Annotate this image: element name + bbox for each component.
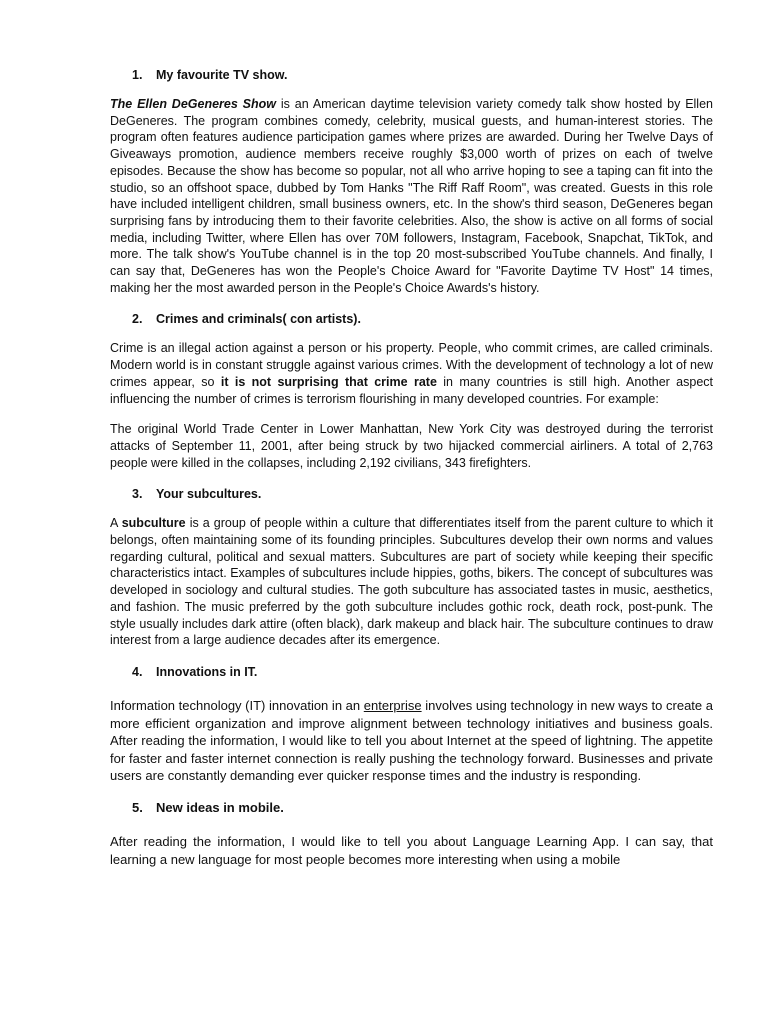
section-heading-2 (110, 310, 713, 328)
paragraph-it-innovation (110, 697, 713, 785)
section-heading-3 (110, 485, 713, 503)
section-heading-4 (110, 663, 713, 681)
paragraph-wtc (110, 421, 713, 471)
paragraph-text: involves using technology in new ways to create a more efficient organization and improve alignment between technology initiatives and business goals. After reading the information, I would like to tell you about Internet at the speed of lightning. The appetite for faster and faster internet connection is really pushing the technology forward. Businesses and private users are constantly demanding ever quicker response times and the industry is responding. (110, 697, 714, 784)
section-number: 4. (132, 664, 143, 679)
paragraph-text: After reading the information, I would like to tell you about Language Learning App. I can say, that learning a new language for most people becomes more interesting when using a mobile (110, 833, 713, 867)
section-number: 1. (132, 68, 143, 82)
section-title: Crimes and criminals( con artists). (156, 312, 361, 327)
paragraph-text: is an American daytime television variety comedy talk show hosted by Ellen DeGeneres. The program combines comedy, celebrity, musical guests, and human-interest stories. The program often features audience participation games where prizes are awarded. During her Twelve Days of Giveaways promotion, audience members receive roughly $3,000 worth of prizes on each of twelve episodes. Because the show has become so popular, not all who arrive hoping to see a taping can fit into the studio, so an offshoot space, dubbed by Tom Hanks "The Riff Raff Room", was created. Guests in this role have included intelligent children, small business owners, etc. In the show's third season, DeGeneres began surprising fans by introducing them to their favorite celebrities. Also, the show is active on all forms of social media, including Twitter, where Ellen has over 70M followers, Instagram, Facebook, Snapchat, TikTok, and more. The talk show's YouTube channel is in the top 20 most-subscribed YouTube channels. And finally, I can say that, DeGeneres has won the People's Choice Award for "Favorite Daytime TV Host" 14 times, making her the most awarded person in the People's Choice Awards's history. (110, 97, 713, 295)
underlined-word: enterprise (363, 697, 422, 713)
paragraph-subculture (110, 515, 713, 649)
paragraph-text: A (110, 516, 122, 531)
paragraph-tv-show (110, 96, 713, 296)
paragraph-text: in many countries is still high. Another aspect influencing the number of crimes is terrorism flourishing in many developed countries. For example: (110, 374, 714, 406)
bold-term: subculture (121, 516, 186, 531)
bold-phrase: it is not surprising that crime rate (220, 374, 437, 389)
section-number: 5. (132, 799, 143, 815)
document-body (110, 66, 713, 868)
section-heading-1 (110, 66, 713, 84)
section-title: New ideas in mobile. (156, 799, 284, 815)
show-title: The Ellen DeGeneres Show (110, 97, 277, 111)
section-title: Innovations in IT. (156, 664, 258, 679)
paragraph-text: Crime is an illegal action against a person or his property. People, who commit crimes, are called criminals. Modern world is in constant struggle against various crimes. With the development of technology a lot of new crimes appear, so (110, 341, 713, 389)
paragraph-crime (110, 340, 713, 407)
section-heading-5 (110, 799, 713, 817)
section-number: 3. (132, 487, 143, 502)
section-number: 2. (132, 312, 143, 327)
paragraph-text: is a group of people within a culture that differentiates itself from the parent culture to which it belongs, often maintaining some of its founding principles. Subcultures develop their own norms and values regarding cultural, political and sexual matters. Subcultures are part of society while keeping their specific characteristics intact. Examples of subcultures include hippies, goths, bikers. The concept of subcultures was developed in sociology and cultural studies. The goth subculture has associated tastes in music, aesthetics, and fashion. The music preferred by the goth subculture includes gothic rock, death rock, post-punk. The style usually includes dark attire (often black), dark makeup and black hair. The subculture continues to draw interest from a large audience decades after its emergence. (110, 516, 714, 648)
paragraph-mobile (110, 833, 713, 868)
section-title: My favourite TV show. (156, 68, 288, 82)
paragraph-text: Information technology (IT) innovation in an (110, 697, 364, 713)
paragraph-text: The original World Trade Center in Lower Manhattan, New York City was destroyed during the terrorist attacks of September 11, 2001, after being struck by two hijacked commercial airliners. A total of 2,763 people were killed in the collapses, including 2,192 civilians, 343 firefighters. (110, 422, 713, 470)
section-title: Your subcultures. (156, 487, 262, 502)
